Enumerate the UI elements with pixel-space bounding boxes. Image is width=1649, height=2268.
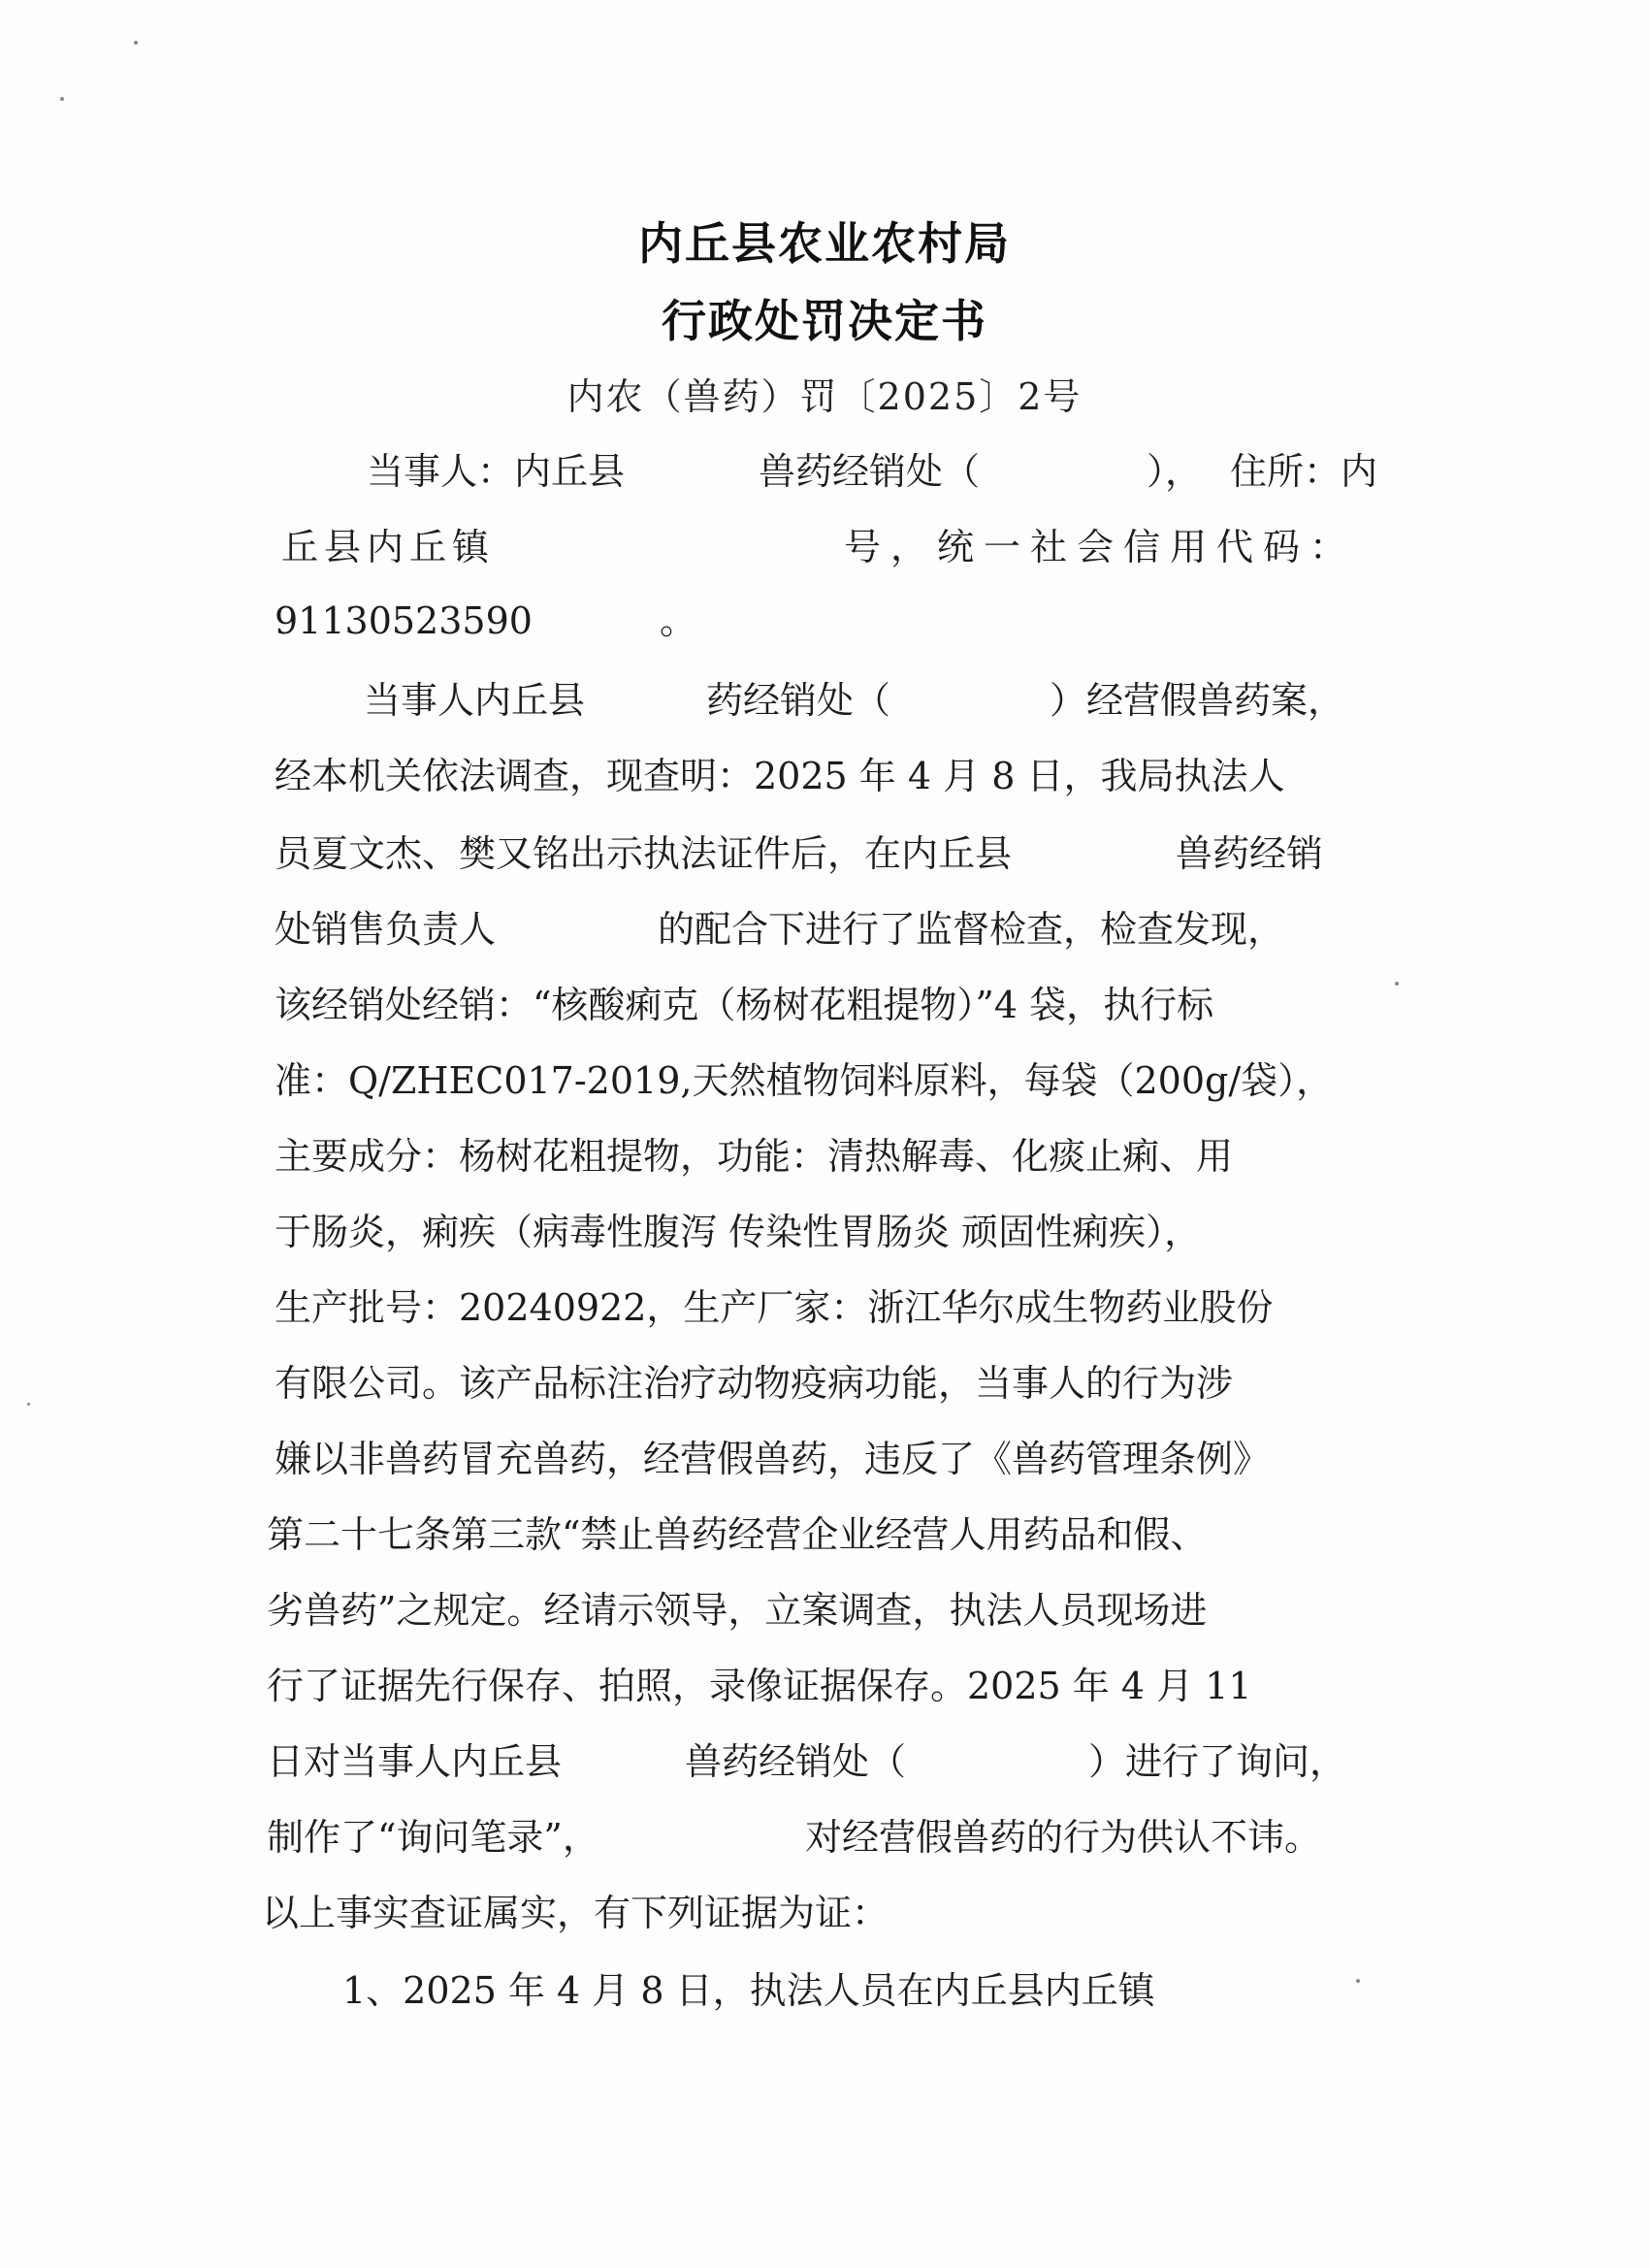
text-segment: 以上事实查证属实，有下列证据为证： xyxy=(262,1892,889,1934)
text-segment: 嫌以非兽药冒充兽药，经营假兽药，违反了《兽药管理条例》 xyxy=(275,1438,1271,1480)
text-segment: 主要成分：杨树花粗提物，功能：清热解毒、化痰止痢、用 xyxy=(275,1135,1234,1178)
scan-speck xyxy=(1395,982,1399,986)
scan-speck xyxy=(1356,1979,1360,1983)
text-segment: 第二十七条第三款“禁止兽药经营企业经营人用药品和假、 xyxy=(267,1513,1208,1556)
text-segment: 兽药经销处（ xyxy=(685,1740,907,1783)
text-segment: 于肠炎，痢疾（病毒性腹泻 传染性胃肠炎 顽固性痢疾）， xyxy=(275,1211,1202,1253)
document-number: 内农（兽药）罚〔2025〕2号 xyxy=(566,375,1083,418)
scan-speck xyxy=(134,41,138,45)
text-segment: 丘县内丘镇 xyxy=(281,526,496,568)
text-segment: 日对当事人内丘县 xyxy=(267,1740,563,1783)
text-segment: 药经销处（ xyxy=(706,679,891,722)
text-segment: 住所：内 xyxy=(1230,450,1378,493)
org-title: 内丘县农业农村局 xyxy=(638,217,1011,270)
text-segment: 员夏文杰、樊又铭出示执法证件后，在内丘县 xyxy=(275,832,1013,875)
text-segment: 生产批号：20240922，生产厂家：浙江华尔成生物药业股份 xyxy=(275,1286,1274,1329)
text-segment: ）进行了询问， xyxy=(1088,1740,1347,1783)
text-segment: 兽药经销处（ xyxy=(759,450,981,493)
text-segment: 制作了“询问笔录”， xyxy=(267,1816,599,1859)
text-segment: 经本机关依法调查，现查明：2025 年 4 月 8 日，我局执法人 xyxy=(275,755,1285,797)
text-segment: 有限公司。该产品标注治疗动物疫病功能，当事人的行为涉 xyxy=(275,1362,1234,1405)
text-segment: ）经营假兽药案， xyxy=(1050,679,1345,722)
text-segment: 的配合下进行了监督检查，检查发现， xyxy=(658,908,1285,951)
text-segment: 准：Q/ZHEC017-2019,天然植物饲料原料，每袋（200g/袋）， xyxy=(275,1059,1334,1102)
text-segment: 1、2025 年 4 月 8 日，执法人员在内丘县内丘镇 xyxy=(342,1969,1155,2012)
text-segment: 号，统一社会信用代码： xyxy=(844,526,1357,568)
text-segment: 处销售负责人 xyxy=(275,908,497,951)
text-segment: 劣兽药”之规定。经请示领导，立案调查，执法人员现场进 xyxy=(267,1589,1208,1632)
text-segment: 该经销处经销：“核酸痢克（杨树花粗提物）”4 袋，执行标 xyxy=(275,984,1214,1026)
text-segment: 行了证据先行保存、拍照，录像证据保存。2025 年 4 月 11 xyxy=(267,1665,1252,1707)
text-segment: 兽药经销 xyxy=(1176,832,1324,875)
text-segment: ）， xyxy=(1147,450,1203,493)
scan-speck xyxy=(60,97,64,101)
document-type-title: 行政处罚决定书 xyxy=(662,295,987,347)
text-segment: 当事人：内丘县 xyxy=(367,450,626,493)
text-segment: 。 xyxy=(660,599,697,642)
text-segment: 对经营假兽药的行为供认不讳。 xyxy=(805,1816,1322,1859)
text-segment: 91130523590 xyxy=(275,599,533,642)
scan-speck xyxy=(27,1403,30,1406)
text-segment: 当事人内丘县 xyxy=(364,679,586,722)
